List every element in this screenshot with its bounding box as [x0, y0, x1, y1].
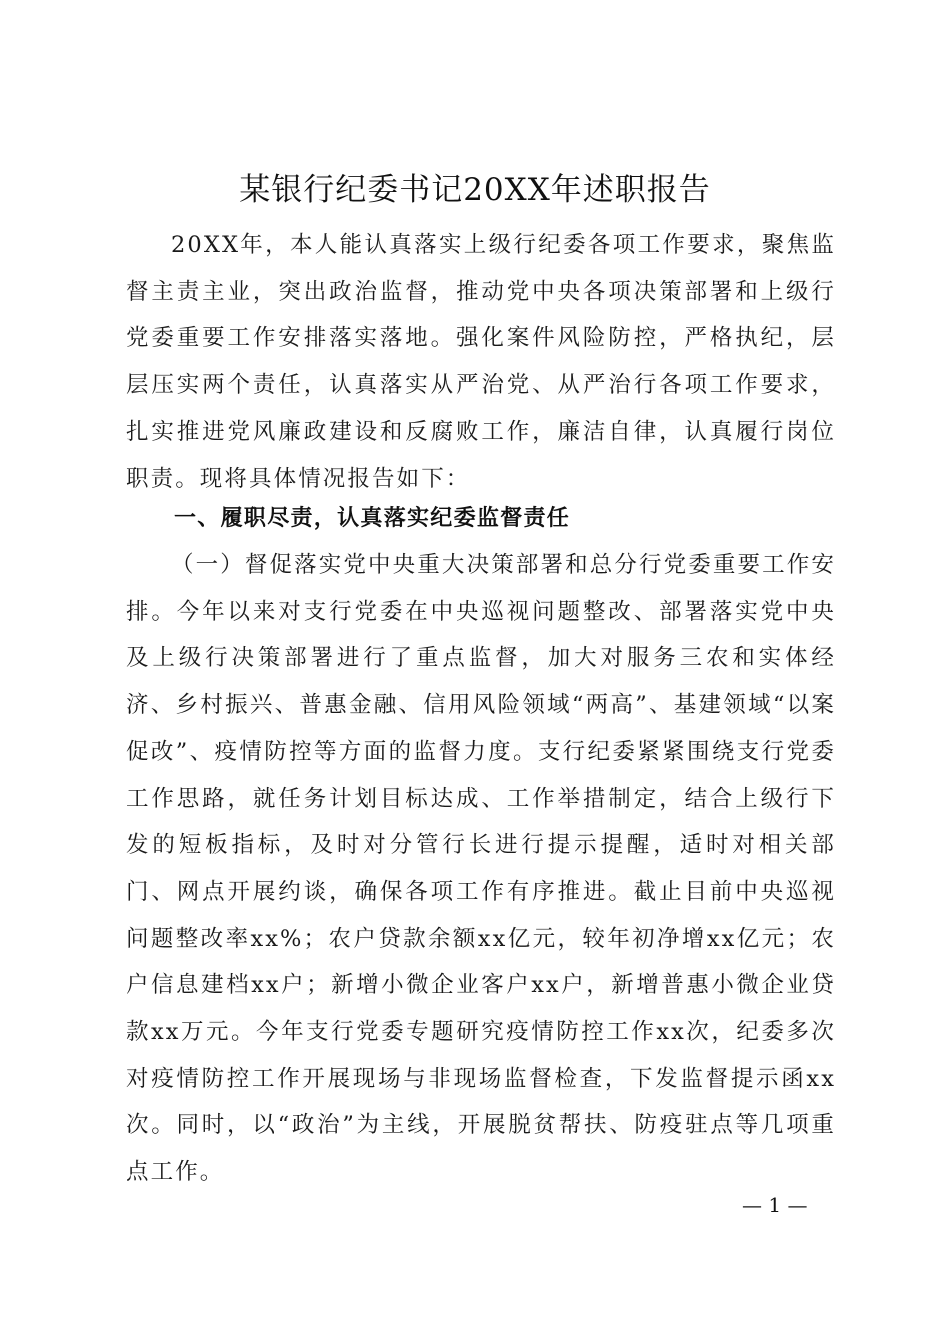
section-heading: 一、履职尽责，认真落实纪委监督责任: [174, 506, 571, 531]
subsection-paragraph: （一）督促落实党中央重大决策部署和总分行党委重要工作安排。今年以来对支行党委在中央巡视问题整改、部署落实党中央及上级行决策部署进行了重点监督，加大对服务三农和实体经济、乡村振兴、普惠金融、信用风险领域“两高”、基建领域“以案促改”、疫情防控等方面的监督力度。支行纪委紧紧围绕支行党委工作思路，就任务计划目标达成、工作举措制定，结合上级行下发的短板指标，及时对分管行长进行提示提醒，适时对相关部门、网点开展约谈，确保各项工作有序推进。截止目前中央巡视问题整改率xx%；农户贷款余额xx亿元，较年初净增xx亿元；农户信息建档xx户；新增小微企业客户xx户，新增普惠小微企业贷款xx万元。今年支行党委专题研究疫情防控工作xx次，纪委多次对疫情防控工作开展现场与非现场监督检查，下发监督提示函xx次。同时，以“政治”为主线，开展脱贫帮扶、防疫驻点等几项重点工作。: [126, 552, 836, 1186]
document-title: 某银行纪委书记20XX年述职报告: [239, 172, 711, 208]
page-number: — 1 —: [742, 1193, 808, 1217]
intro-paragraph: 20XX年，本人能认真落实上级行纪委各项工作要求，聚焦监督主责主业，突出政治监督，推动党中央各项决策部署和上级行党委重要工作安排落实落地。强化案件风险防控，严格执纪，层层压实两个责任，认真落实从严治党、从严治行各项工作要求，扎实推进党风廉政建设和反腐败工作，廉洁自律，认真履行岗位职责。现将具体情况报告如下：: [126, 232, 836, 492]
